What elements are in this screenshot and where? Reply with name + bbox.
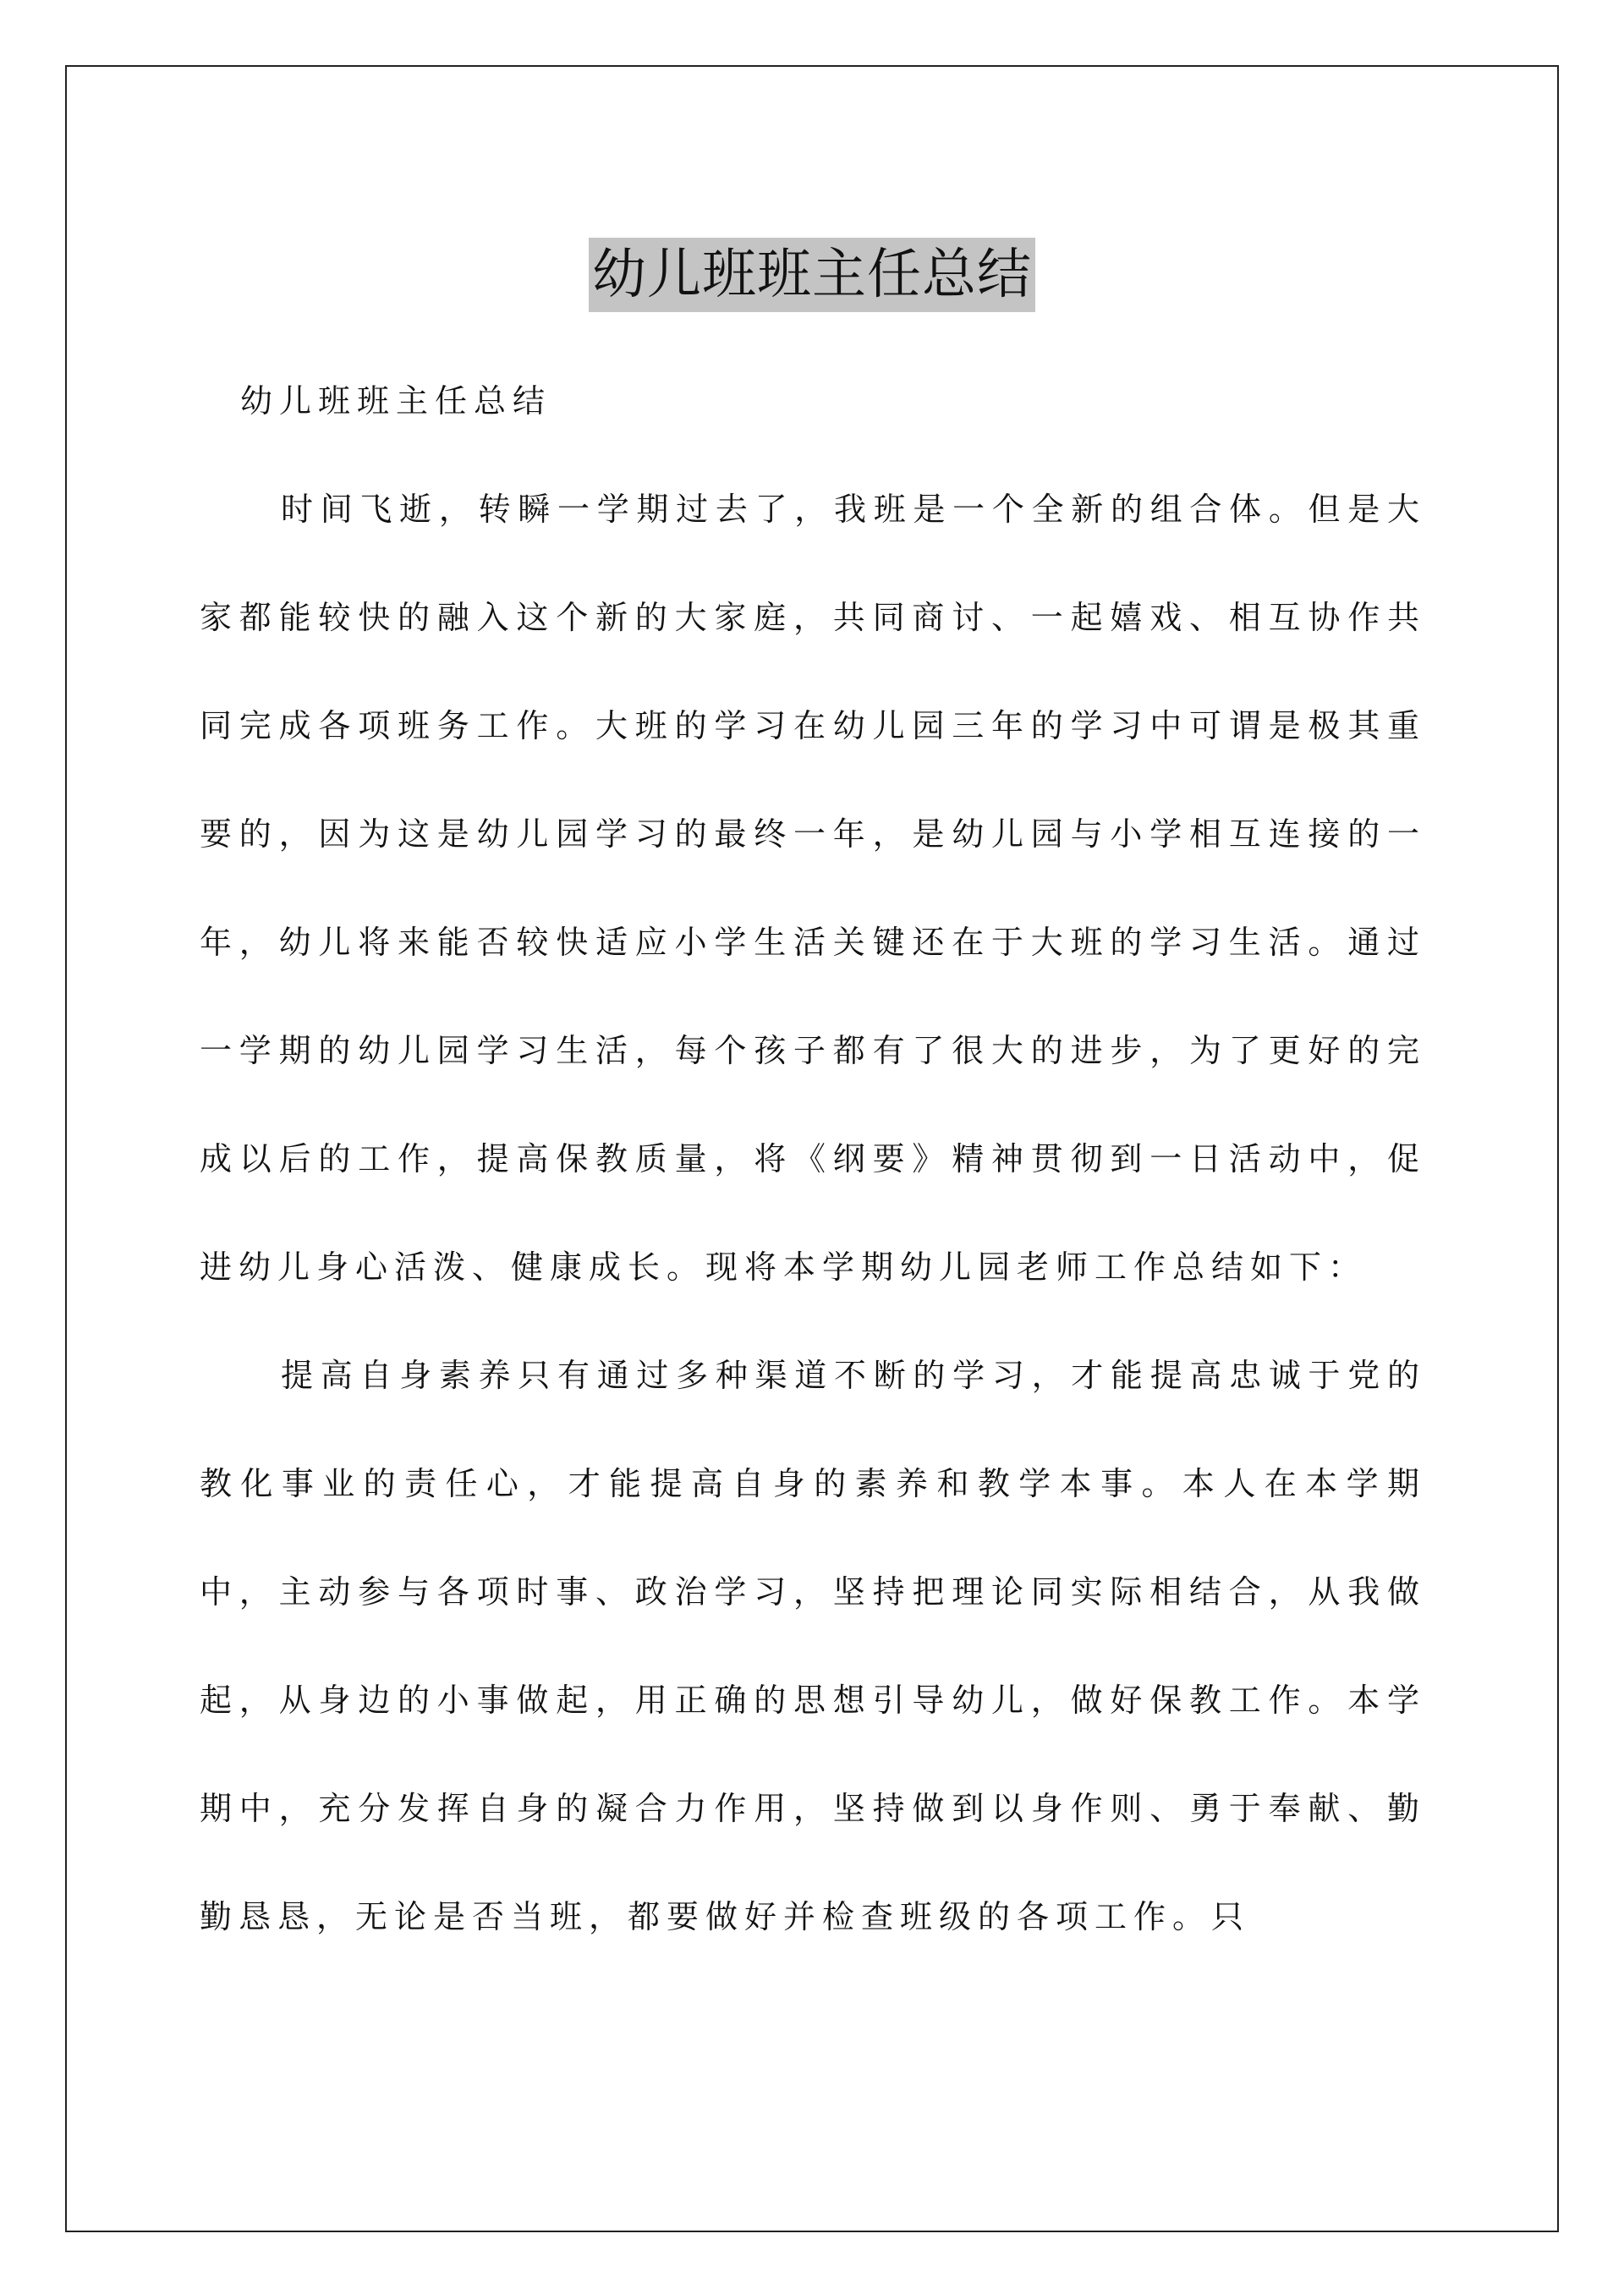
paragraph-2: 提高自身素养只有通过多种渠道不断的学习，才能提高忠诚于党的教化事业的责任心，才能提高自身的素养和教学本事。本人在本学期中，主动参与各项时事、政治学习，坚持把理论同实际相结合，从我做起，从身边的小事做起，用正确的思想引导幼儿，做好保教工作。本学期中，充分发挥自身的凝合力作用，坚持做到以身作则、勇于奉献、勤勤恳恳，无论是否当班，都要做好并检查班级的各项工作。只 — [200, 1357, 1426, 1935]
document-title: 幼儿班班主任总结 — [589, 238, 1035, 312]
title-container — [0, 201, 1624, 348]
document-subtitle: 幼儿班班主任总结 — [240, 382, 552, 420]
document-body — [200, 347, 1426, 1971]
paragraph-1: 时间飞逝，转瞬一学期过去了，我班是一个全新的组合体。但是大家都能较快的融入这个新的大家庭，共同商讨、一起嬉戏、相互协作共同完成各项班务工作。大班的学习在幼儿园三年的学习中可谓是极其重要的，因为这是幼儿园学习的最终一年，是幼儿园与小学相互连接的一年，幼儿将来能否较快适应小学生活关键还在于大班的学习生活。通过一学期的幼儿园学习生活，每个孩子都有了很大的进步，为了更好的完成以后的工作，提高保教质量，将《纲要》精神贯彻到一日活动中，促进幼儿身心活泼、健康成长。现将本学期幼儿园老师工作总结如下： — [200, 491, 1426, 1286]
